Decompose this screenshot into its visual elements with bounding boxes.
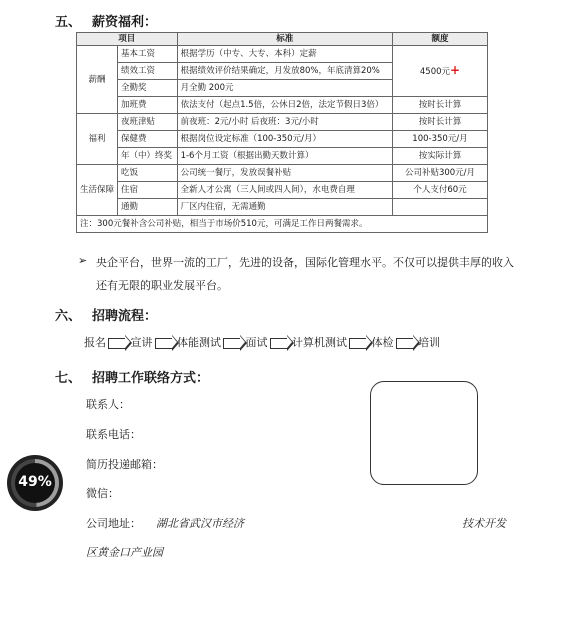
arrow-right-icon <box>155 338 172 349</box>
row-amount: 个人支付60元 <box>393 182 488 199</box>
table-row <box>77 199 488 216</box>
table-row <box>77 97 488 114</box>
table-note: 注：300元餐补含公司补贴，相当于市场价510元，可满足工作日两餐需求。 <box>77 216 488 233</box>
flow-step: 体检 <box>371 336 394 349</box>
row-item: 基本工资 <box>118 46 178 63</box>
row-item: 住宿 <box>118 182 178 199</box>
row-item: 加班费 <box>118 97 178 114</box>
address-line1: 湖北省武汉市经济 <box>156 517 244 530</box>
category-living: 生活保障 <box>77 165 118 216</box>
row-item: 通勤 <box>118 199 178 216</box>
row-amount: 100-350元/月 <box>393 131 488 148</box>
row-amount-salary <box>393 46 488 97</box>
bullet-icon: ➢ <box>78 254 88 267</box>
contact-person-label: 联系人： <box>86 398 130 411</box>
section5-number: 五、 <box>55 15 82 30</box>
arrow-right-icon <box>270 338 287 349</box>
flow-step: 体能测试 <box>177 336 221 349</box>
row-standard: 依法支付（起点1.5倍，公休日2倍，法定节假日3倍） <box>177 97 392 114</box>
intro-paragraph-line2: 还有无限的职业发展平台。 <box>96 279 228 292</box>
progress-label: 49% <box>18 474 52 490</box>
flow-step: 宣讲 <box>130 336 153 349</box>
resume-email-label: 简历投递邮箱： <box>86 458 163 471</box>
flow-step: 面试 <box>245 336 268 349</box>
row-standard: 根据绩效评价结果确定，月发放80%，年底清算20% <box>177 63 392 80</box>
row-amount: 按时长计算 <box>393 114 488 131</box>
table-note-row <box>77 216 488 233</box>
row-standard: 1-6个月工资（根据出勤天数计算） <box>177 148 392 165</box>
row-amount: 按时长计算 <box>393 97 488 114</box>
table-row <box>77 165 488 182</box>
flow-step: 培训 <box>418 336 440 349</box>
table-row <box>77 46 488 63</box>
row-amount <box>393 199 488 216</box>
qr-code-placeholder <box>370 381 478 485</box>
amount-value: 4500元 <box>419 67 451 77</box>
arrow-right-icon <box>396 338 413 349</box>
arrow-right-icon <box>108 338 125 349</box>
row-item: 吃饭 <box>118 165 178 182</box>
section6-number: 六、 <box>55 309 82 324</box>
table-row <box>77 114 488 131</box>
address-right: 技术开发 <box>462 517 506 530</box>
row-standard: 前夜班：2元/小时 后夜班：3元/小时 <box>177 114 392 131</box>
flow-step: 计算机测试 <box>292 336 347 349</box>
recruitment-flow <box>84 334 440 350</box>
category-welfare: 福利 <box>77 114 118 165</box>
table-header-row <box>77 33 488 46</box>
progress-badge <box>7 455 63 511</box>
row-item: 夜班津贴 <box>118 114 178 131</box>
header-standard: 标准 <box>177 33 392 46</box>
row-item: 绩效工资 <box>118 63 178 80</box>
header-item: 项目 <box>77 33 178 46</box>
plus-icon: + <box>450 63 461 77</box>
row-standard: 公司统一餐厅，发放误餐补贴 <box>177 165 392 182</box>
section7-number: 七、 <box>55 371 82 386</box>
section5-title: 薪资福利： <box>92 15 158 30</box>
arrow-right-icon <box>349 338 366 349</box>
row-item: 全勤奖 <box>118 80 178 97</box>
address-line2: 区黄金口产业园 <box>86 546 163 559</box>
row-standard: 根据岗位设定标准（100-350元/月） <box>177 131 392 148</box>
wechat-label: 微信： <box>86 487 119 500</box>
row-item: 年（中）终奖 <box>118 148 178 165</box>
row-standard: 厂区内住宿，无需通勤 <box>177 199 392 216</box>
row-item: 保健费 <box>118 131 178 148</box>
header-amount: 额度 <box>393 33 488 46</box>
intro-paragraph-line1: 央企平台，世界一流的工厂，先进的设备，国际化管理水平。不仅可以提供丰厚的收入 <box>96 256 514 269</box>
row-standard: 全新人才公寓（三人间或四人间），水电费自理 <box>177 182 392 199</box>
row-amount: 按实际计算 <box>393 148 488 165</box>
contact-phone-label: 联系电话： <box>86 428 141 441</box>
category-salary: 薪酬 <box>77 46 118 114</box>
row-standard: 根据学历（中专、大专、本科）定薪 <box>177 46 392 63</box>
section7-title: 招聘工作联络方式： <box>92 371 210 386</box>
address-label: 公司地址： <box>86 517 141 530</box>
arrow-right-icon <box>223 338 240 349</box>
row-standard: 月全勤 200元 <box>177 80 392 97</box>
table-row <box>77 131 488 148</box>
salary-table <box>76 32 488 233</box>
table-row <box>77 148 488 165</box>
row-amount: 公司补贴300元/月 <box>393 165 488 182</box>
section6-title: 招聘流程： <box>92 309 158 324</box>
flow-step: 报名 <box>84 336 106 349</box>
table-row <box>77 182 488 199</box>
